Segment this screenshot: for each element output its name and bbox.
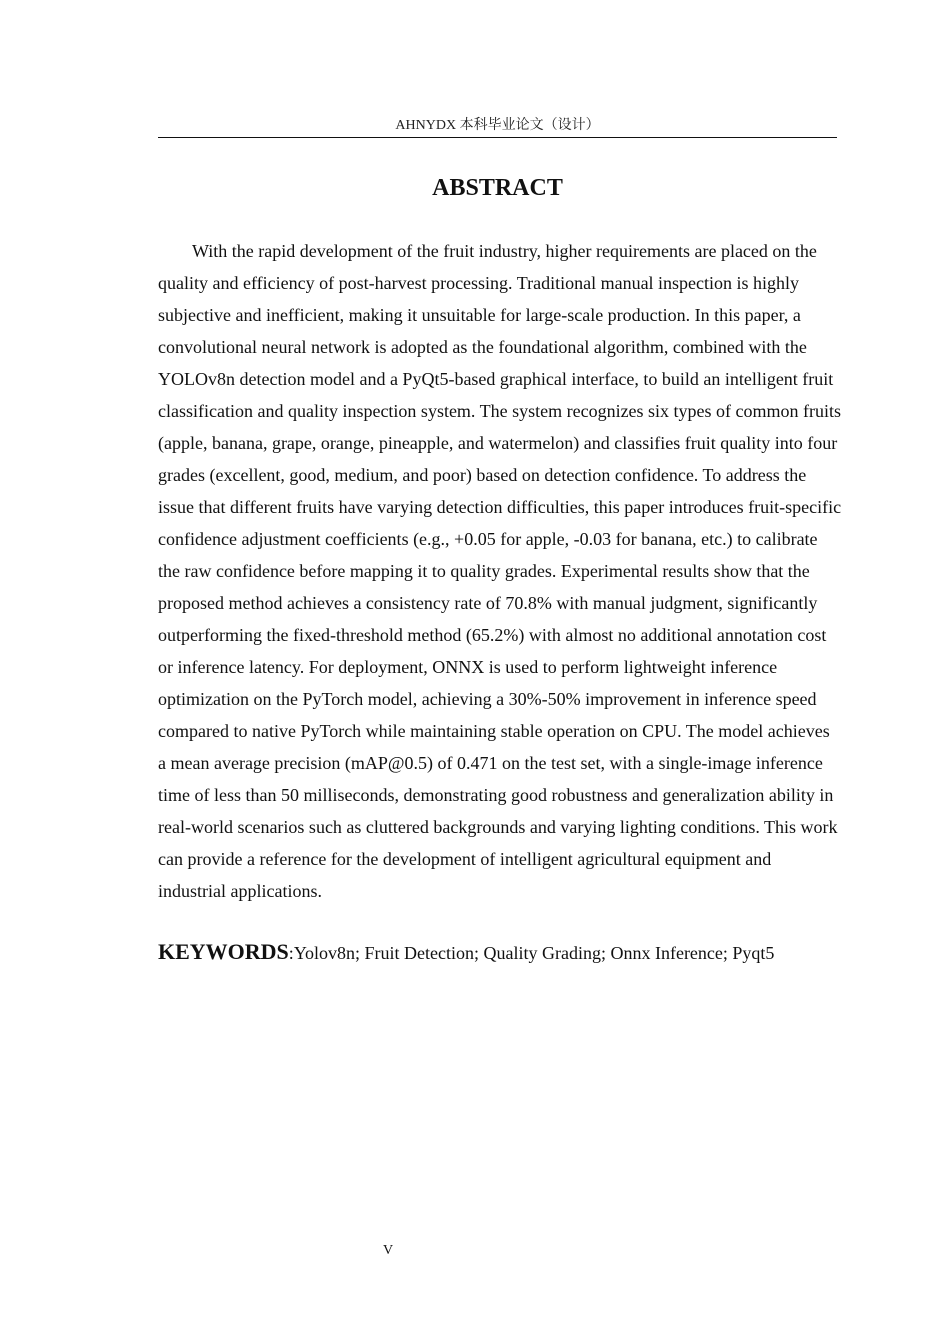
running-header: AHNYDX 本科毕业论文（设计）	[395, 118, 600, 133]
abstract-body: With the rapid development of the fruit industry, higher requirements are placed on the quality and efficiency of post-harvest processing. Traditional manual inspection is highly subjective and inefficient, making it unsuitable for large-scale production. In this paper, a convolutional neural network is adopted as the foundational algorithm, combined with the YOLOv8n detection model and a PyQt5-based graphical interface, to build an intelligent fruit classification and quality inspection system. The system recognizes six types of common fruits (apple, banana, grape, orange, pineapple, and watermelon) and classifies fruit quality into four grades (excellent, good, medium, and poor) based on detection confidence. To address the issue that different fruits have varying detection difficulties, this paper introduces fruit-specific confidence adjustment coefficients (e.g., +0.05 for apple, -0.03 for banana, etc.) to calibrate the raw confidence before mapping it to quality grades. Experimental results show that the proposed method achieves a consistency rate of 70.8% with manual judgment, significantly outperforming the fixed-threshold method (65.2%) with almost no additional annotation cost or inference latency. For deployment, ONNX is used to perform lightweight inference optimization on the PyTorch model, achieving a 30%-50% improvement in inference speed compared to native PyTorch while maintaining stable operation on CPU. The model achieves a mean average precision (mAP@0.5) of 0.471 on the test set, with a single-image inference time of less than 50 milliseconds, demonstrating good robustness and generalization ability in real-world scenarios such as cluttered backgrounds and varying lighting conditions. This work can provide a reference for the development of intelligent agricultural equipment and industrial applications.	[158, 241, 842, 901]
keywords-text: Yolov8n; Fruit Detection; Quality Grading; Onnx Inference; Pyqt5	[293, 943, 775, 963]
header-divider	[158, 137, 837, 138]
abstract-title: ABSTRACT	[432, 175, 563, 201]
keywords-separator: :	[288, 943, 294, 963]
page-number: V	[382, 1243, 394, 1258]
keywords-line	[158, 936, 842, 969]
keywords-label: KEYWORDS	[158, 939, 289, 964]
